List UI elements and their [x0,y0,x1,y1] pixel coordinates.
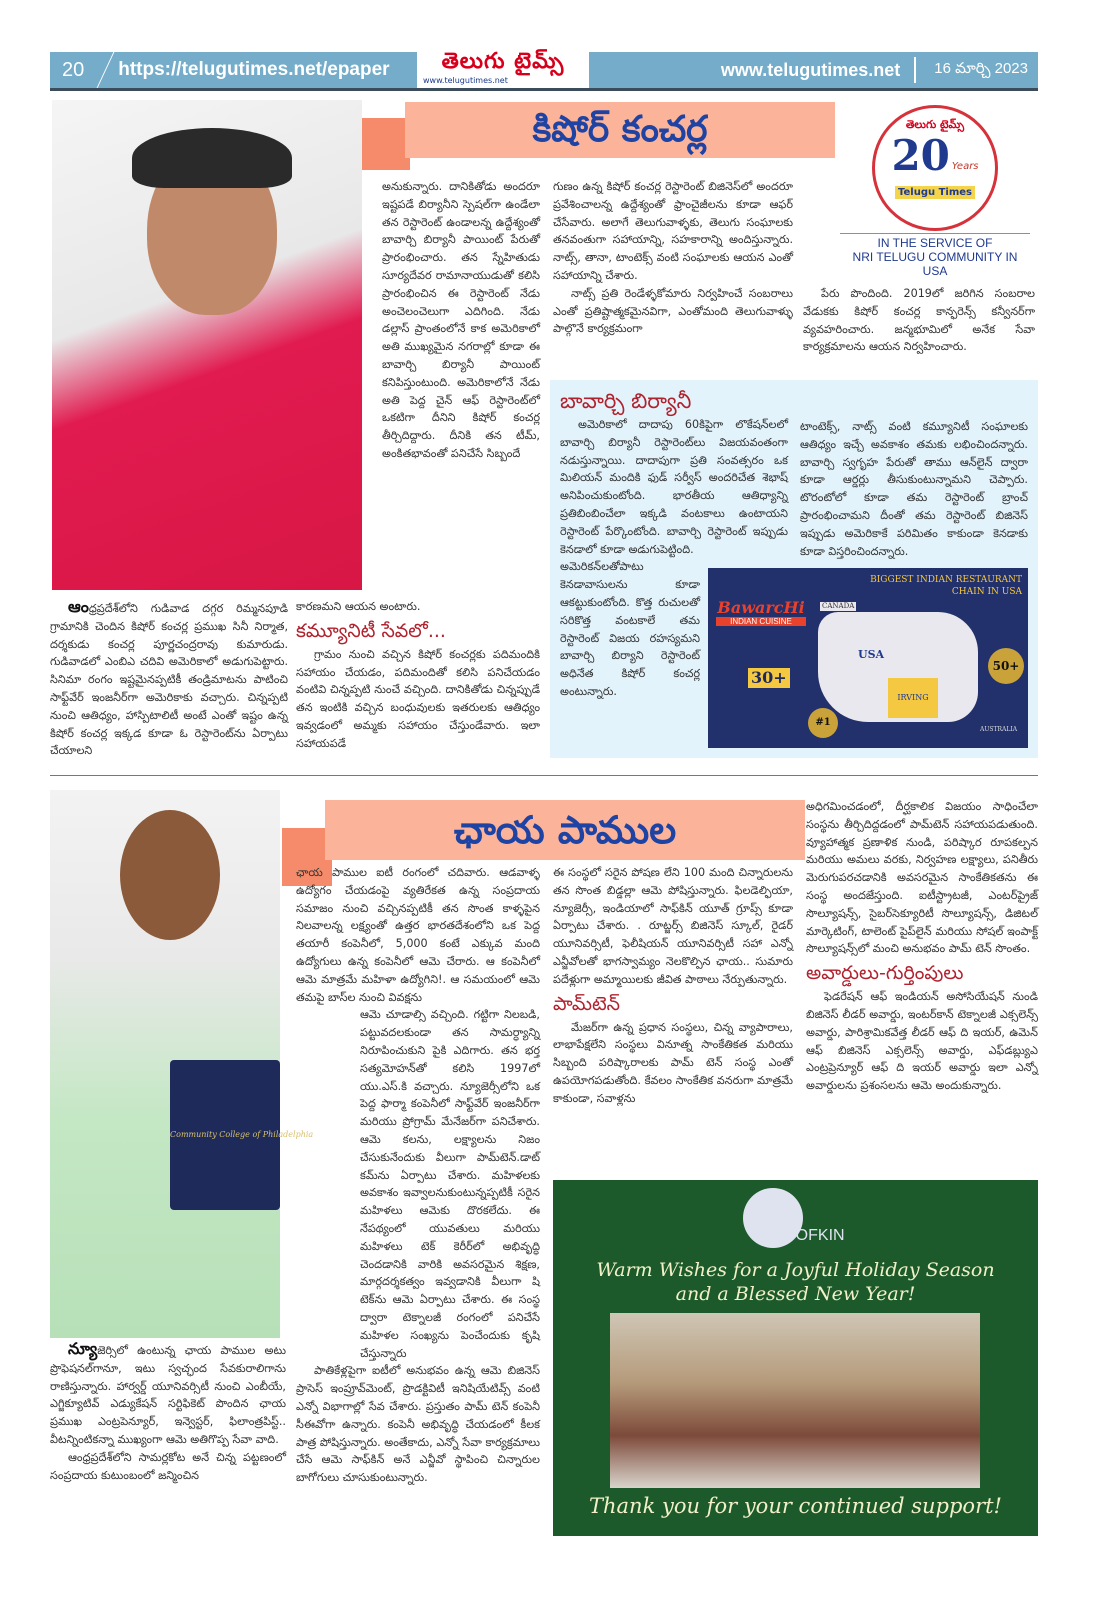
diploma-folder: Community College of Philadelphia [170,1060,280,1210]
emblem-number-row [875,132,995,180]
caption-line-1: IN THE SERVICE OF [877,236,993,250]
paragraph: గ్రామం నుంచి వచ్చిన కిషోర్ కంచర్లకు పదిమందికి సహాయం చేయడం, పదిమందితో కలిసి పనిచేయడం వంటివి చిన్నప్పటి నుంచే వచ్చింది. దానికితోడు చిన్నప్పుడే తన ఇంటికి వచ్చిన బంధువులకు ఇతరులకు ఆతిధ్యం ఇవ్వడంలో అమ్మకు సహాయం చేస్తుండేవారు. ఇలా సహాయపడే [296,647,540,750]
banner-fold [362,118,410,170]
paragraph: అధిగమించడంలో, దీర్ఘకాలిక విజయం సాధించేలా సంస్థను తీర్చిదిద్దడంలో పామ్‌టెన్ సహాయపడుతుంది. వ్యూహాత్మక ప్రణాళిక నుండి, పరిష్కార రూపకల్పన మరియు అమలు వరకు, నిర్వహణ లక్ష్యాలు, పనితీరు మెరుగుపరచడానికి అవసరమైన సాంకేతికతను ఈ సంస్థ అందజేస్తుంది. ఐటీస్ట్రాటజీ, ఎంటర్‌ప్రైజ్ సొల్యూషన్స్, సైబర్‌సెక్యూరిటీ సొల్యూషన్స్, డిజిటల్ మార్కెటింగ్, టాలెంట్ పైప్‌లైన్ మరియు సోషల్ ఇంపాక్ట్ సొల్యూషన్స్‌లో మంచి అనుభవం పామ్ టెన్ సొంతం. [806,800,1038,956]
caption-line-2: NRI TELUGU COMMUNITY IN USA [852,250,1018,278]
logo-text: తెలుగు టైమ్స్ [441,49,565,74]
sofkin-holiday-ad[interactable] [553,1180,1038,1536]
emblem-logo: తెలుగు టైమ్స్ [905,118,965,131]
label-irving: IRVING [888,678,938,718]
chaya-col-4 [806,798,1038,1095]
biryani-col-2 [800,418,1028,560]
intro-text: ధ్రప్రదేశ్‌లోని గుడివాడ దగ్గర రిమ్మనపూడి గ్రామానికి చెందిన కిషోర్ కంచర్ల ప్రముఖ సినీ నిర్మాత, దర్శకుడు కంచర్ల పూర్ణచంద్రరావు కుమారుడు. గుడివాడలో ఎంబిఎ చదివి అమెరికాలో అడుగుపెట్టారు. సినిమా రంగం ఇష్టమైనప్పటికీ తండ్రిమాటను పాటించి సాఫ్ట్‌వేర్ ఇంజనీర్‌గా అమెరికాకు వచ్చారు. చిన్నప్పటి నుంచి ఆతిధ్యం, హాస్పిటాలిటీ అంటే ఎంతో ఇష్టం ఉన్న కిషోర్ కంచర్ల ఇక్కడ కూడా ఓ రెస్టారెంట్‌ను ఏర్పాటు చేయాలని [50,602,288,758]
community-heading: కమ్యూనిటీ సేవలో... [296,619,446,642]
rank-badge: #1 [808,708,838,738]
bawarchi-map-ad[interactable] [708,568,1028,748]
thank-you-text: Thank you for your continued support! [589,1494,1002,1518]
biryani-heading: బావార్చి బిర్యానీ [560,389,692,413]
emblem-number: 20 [891,131,950,180]
chaya-intro [50,1340,286,1484]
paragraph: పాతికేళ్లపైగా ఐటీలో అనుభవం ఉన్న ఆమె బిజినెస్ ప్రాసెస్ ఇంప్రూవ్‌మెంట్, ప్రొడక్టివిటీ ఇనిషియేటివ్స్ వంటి ఎన్నో విభాగాల్లో సేవ చేశారు. ప్రస్తుతం పామ్ టెన్ కంపెనీ సీఈవోగా ఉన్నారు. కంపెనీ అభివృద్ధి చేయడంలో కీలక పాత్ర పోషిస్తున్నారు. అంతేకాదు, ఎన్నో సేవా కార్యక్రమాలు చేసే ఆమె సాఫ్‌కిన్ అనే ఎన్జీవో స్థాపించి చిన్నారుల బాగోగులు చూసుకుంటున్నారు. [296,1364,540,1485]
sofkin-logo-text: SOFKIN [785,1227,845,1244]
emblem-caption [840,233,1030,278]
emblem-years: Years [951,161,979,172]
varieties-badge: 30+ [748,668,790,688]
kishore-intro [50,598,288,760]
chaya-pamula-photo [50,790,314,1338]
brand-sub: INDIAN CUISINE [716,617,806,626]
brand-name: BawarcHi [717,598,805,617]
map-headline: BIGGEST INDIAN RESTAURANT CHAIN IN USA [870,575,1022,597]
paragraph: గుణం ఉన్న కిషోర్ కంచర్ల రెస్టారెంట్ బిజినెస్‌లో అందరూ ప్రవేశించాలన్న ఉద్దేశ్యంతో ఫ్రాంచైజీలను కూడా ఆఫర్ చేసేవారు. అలాగే తెలుగువాళ్ళకు, తెలుగు సంఘాలకు తనవంతుగా సహాయాన్ని, సహకారాన్ని అందిస్తున్నారు. నాట్స్, తానా, టాంటెక్స్ వంటి సంఘాలకు ఆయన ఎంతో సహాయాన్ని చేశారు. [553,180,793,282]
paragraph: మేజర్‌గా ఉన్న ప్రధాన సంస్థలు, చిన్న వ్యాపారాలు, లాభాపేక్షలేని సంస్థలు వినూత్న సాంకేతికత మరియు సిబ్బంది పరిష్కారాలకు పామ్ టెన్ సంస్థ ఎంతో ఉపయోగపడుతోంది. కేవలం సాంకేతిక వనరుగా మాత్రమే కాకుండా, సవాళ్లను [553,1020,793,1105]
article-title-kishore: కిషోర్ కంచర్ల [405,102,835,158]
bawarchi-biryani-box [550,380,1038,758]
paragraph: ఈ సంస్థలో సరైన పోషణ లేని 100 మంది చిన్నారులను తన సొంత బిడ్డల్లా ఆమె పోషిస్తున్నారు. ఫిలడెల్ఫియా, న్యూజెర్సీ, ఇండియాలో సాఫ్‌కిన్ యూత్ గ్రూప్స్ కూడా ఏర్పాటు చేశారు. . రూట్జర్స్ బిజినెస్ స్కూల్, రైడర్ యూనివర్సిటీ, ఫెలీషియన్ యూనివర్సిటీ సహా ఎన్నో ఎన్జీవోలతో భాగస్వామ్యం నెలకొల్పిన ఛాయ.. సుమారు పదేళ్లుగా అమ్మాయిలకు జీవిత పాఠాలు నేర్పుతున్నారు. [553,866,793,986]
children-group-photo [610,1313,980,1488]
article-title-chaya: ఛాయ పాముల [325,800,805,860]
paragraph: ఫెడరేషన్ ఆఫ్ ఇండియన్ అసోసియేషన్ నుండి బిజినెస్ లీడర్ అవార్డు, ఇంటర్‌కాన్ టెక్నాలజీ ఎక్సలెన్స్ అవార్డు, పారిశ్రామికవేత్త లీడర్ ఆఫ్ ది ఇయర్, ఉమెన్ ఆఫ్ బిజినెస్ ఎక్సలెన్స్ అవార్డు, ఎఫ్‌డబ్ల్యుఎ ఎంట్రప్రెన్యూర్ ఆఫ్ ది ఇయర్ అవార్డు ఇలా ఎన్నో అవార్డులను ప్రశంసలను ఆమె అందుకున్నారు. [806,990,1038,1093]
telugu-times-logo[interactable] [417,48,589,90]
serving-badge: 50+ [988,648,1024,684]
label-australia: AUSTRALIA [980,726,1018,733]
holiday-greeting [553,1258,1038,1306]
paragraph: కారణమని ఆయన అంటారు. [296,600,421,613]
kishore-col-right [803,285,1035,356]
logo-subtext: www.telugutimes.net [423,76,508,85]
palmten-heading: పామ్‌టెన్ [553,992,621,1015]
anniversary-emblem [840,105,1030,278]
page-number: 20 [62,58,85,81]
page-header [50,49,1038,90]
chaya-col-3 [553,864,793,1108]
kishore-kancharla-photo [52,100,362,590]
header-right [721,52,1028,88]
paragraph: పేరు పొందింది. 2019లో జరిగిన సంబరాల వేడుకకు కిషోర్ కంచర్ల కాన్ఫరెన్స్ కన్వీనర్‌గా వ్యవహరించారు. జన్మభూమిలో అనేక సేవా కార్యక్రమాలను ఆయన నిర్వహించారు. [803,287,1035,354]
chaya-col-2 [296,864,540,1487]
paragraph: అమెరికాలో దాదాపు 60కిపైగా లొకేషన్‌లలో బావార్చి బిర్యానీ రెస్టారెంట్‌లు విజయవంతంగా నడుస్తున్నాయి. దాదాపుగా ప్రతి సంవత్సరం ఒక మిలియన్ మందికి ఫుడ్ సర్వీస్ అందరిచేత శెభాష్ అనిపించుకుంటోంది. భారతీయ ఆతిధ్యాన్ని ప్రతిబింబించేలా ఇక్కడి వంటకాలు ఉంటాయని రెస్టారెంట్ పేర్కొంటోంది. బావార్చి రెస్టారెంట్ ఇప్పుడు కెనడాలో కూడా అడుగుపెట్టింది. [560,418,788,556]
paragraph: ఆమె చూడాల్సి వచ్చింది. గట్టిగా నిలబడి, పట్టువదలకుండా తన సామర్ధ్యాన్ని నిరూపించుకుని పైకి ఎదిగారు. తన భర్త సత్యమోహన్‌తో కలిసి 1997లో యు.ఎస్.కి వచ్చారు. న్యూజెర్సీలోని ఒక పెద్ద ఫార్మా కంపెనీలో సాఫ్ట్‌వేర్ ఇంజనీర్‌గా మరియు ప్రోగ్రామ్ మేనేజర్‌గా పనిచేశారు. ఆమె కలను, లక్ష్యాలను నిజం చేసుకునేందుకు వీలుగా పామ్‌టెన్.డాట్ కమ్‌ను ఏర్పాటు చేశారు. మహిళలకు అవకాశం ఇవ్వాలనుకుంటున్నప్పటికీ సరైన మహిళలు ఆమెకు దొరకలేదు. ఈ నేపథ్యంలో యువతులు మరియు మహిళలు టెక్ కెరీర్‌లో అభివృద్ధి చెందడానికి వారికి అవసరమైన శిక్షణ, మార్గదర్శకత్వం ఇవ్వడానికి వీలుగా షి టెక్‌ను ఆమె ఏర్పాటు చేశారు. ఈ సంస్థ ద్వారా టెక్నాలజీ రంగంలో పనిచేసే మహిళల సంఖ్యను పెంచేందుకు కృషి చేస్తున్నారు [360,1008,540,1360]
emblem-circle [872,105,998,231]
hair-shape [132,128,292,188]
section-divider [50,775,1038,776]
label-usa: USA [858,648,885,661]
greeting-line-1: Warm Wishes for a Joyful Holiday Season [596,1259,995,1281]
site-link[interactable]: www.telugutimes.net [721,57,916,83]
dropcap: ఆం [68,597,89,616]
issue-date: 16 మార్చి 2023 [934,59,1028,77]
intro-text: జెర్సిలో ఉంటున్న ఛాయ పాముల అటు ప్రొఫెషనల్‌గానూ, ఇటు స్వచ్ఛంద సేవకురాలిగాను రాణిస్తున్నారు. హార్వర్డ్ యూనివర్సిటీ నుంచి ఎంబీయే, ఎగ్జిక్యూటివ్ ఎడ్యుకేషన్ సర్టిఫికెట్ పొందిన ఛాయ ప్రముఖ ఎంట్రపెన్యూర్, ఇన్వెస్టర్, ఫిలాంత్రపిస్ట్.. వీటన్నింటికన్నా ముఖ్యంగా ఆమె అతిగొప్ప సేవా వాది. [50,1344,286,1446]
header-rule [50,88,1038,91]
header-left [50,52,390,88]
paragraph: టాంటెక్స్, నాట్స్ వంటి కమ్యూనిటీ సంఘాలకు ఆతిధ్యం ఇచ్చే అవకాశం తమకు లభించిందన్నారు. బావార్చి స్వగృహ పేరుతో తాము ఆన్‌లైన్ ద్వారా కూడా ఆర్డర్లు తీసుకుంటున్నామని చెప్పారు. టొరంటోలో కూడా తమ రెస్టారెంట్ బ్రాంచ్ ప్రారంభించామని దీంతో తమ రెస్టారెంట్ బిజినెస్ ఇప్పుడు అమెరికాకే పరిమితం కాకుండా కెనడాకు కూడా విస్తరించిందన్నారు. [800,420,1028,558]
paragraph: అమెరికన్‌లతోపాటు కెనడావాసులను కూడా ఆకట్టుకుంటోంది. కొత్త రుచులతో సరికొత్త వంటకాలే తమ రెస్టారెంట్ విజయ రహస్యమని బావార్చి బిర్యాని రెస్టారెంట్ అధినేత కిషోర్ కంచర్ల అంటున్నారు. [560,560,700,698]
paragraph: నాట్స్ ప్రతి రెండేళ్ళకోమారు నిర్వహించే సంబరాలు ఎంతో ప్రతిష్టాత్మకమైనవిగా, ఎంతోమంది తెలుగువాళ్ళు పాల్గొనే కార్యక్రమంగా [553,286,793,336]
epaper-link[interactable]: https://telugutimes.net/epaper [118,59,390,80]
paragraph: ఛాయ పాముల ఐటీ రంగంలో చదివారు. ఆడవాళ్ళ ఉద్యోగం చేయడంపై వ్యతిరేకత ఉన్న సంప్రదాయ సమాజం నుంచి వచ్చినప్పటికీ తన సొంత కాళ్ళపైన నిలవాలన్న లక్ష్యంతో ఉత్తర భారతదేశంలోని ఒక పెద్ద తయారీ కంపెనీలో, 5,000 కంటే ఎక్కువ మంది ఉద్యోగులు ఉన్న కంపెనీలో ఆమె చేరారు. ఆ కంపెనీలో ఆమె మాత్రమే మహిళా ఉద్యోగిని!. ఆ సమయంలో ఆమె తమపై బాస్‌ల నుంచి వివక్షను [296,866,540,1004]
label-canada: CANADA [822,602,855,610]
kishore-col-middle [553,178,793,338]
paragraph: అనుకున్నారు. దానికితోడు అందరూ ఇష్టపడే బిర్యానీని స్పెషల్‌గా ఉండేలా తన రెస్టారెంట్ ఉండాలన్న ఉద్దేశ్యంతో బావార్చి బిర్యానీ పాయింట్ పేరుతో ప్రారంభించారు. తన స్నేహితుడు సూర్యదేవర రామానాయుడుతో కలిసి ప్రారంభించిన ఈ రెస్టారెంట్ నేడు అంచెలంచెలుగా ఎదిగింది. నేడు డల్లాస్ ప్రాంతంలోనే కాక అమెరికాలో అతి ముఖ్యమైన నగరాల్లో కూడా ఈ బావార్చి బిర్యానీ పాయింట్ కనిపిస్తుంటుంది. అమెరికాలోనే నేడు అతి పెద్ద చైన్ ఆఫ్ రెస్టారెంట్‌లో ఒకటిగా దీనిని కిషోర్ కంచర్ల తీర్చిదిద్దారు. దీనికి తన టీమ్, అంకితభావంతో పనిచేసే సిబ్బందే [382,180,540,460]
paragraph: ఆంధ్రప్రదేశ్‌లోని సామర్లకోట అనే చిన్న పట్టణంలో సంప్రదాయ కుటుంబంలో జన్మించిన [50,1450,286,1482]
kishore-col-wrap [370,178,540,463]
kishore-col-2 [296,598,540,753]
face-shape [120,810,220,940]
bawarchi-logo [716,598,806,626]
emblem-brand: Telugu Times [895,186,975,199]
greeting-line-2: and a Blessed New Year! [675,1283,916,1305]
dropcap: న్యూ [68,1339,98,1358]
awards-heading: అవార్డులు-గుర్తింపులు [806,962,964,985]
